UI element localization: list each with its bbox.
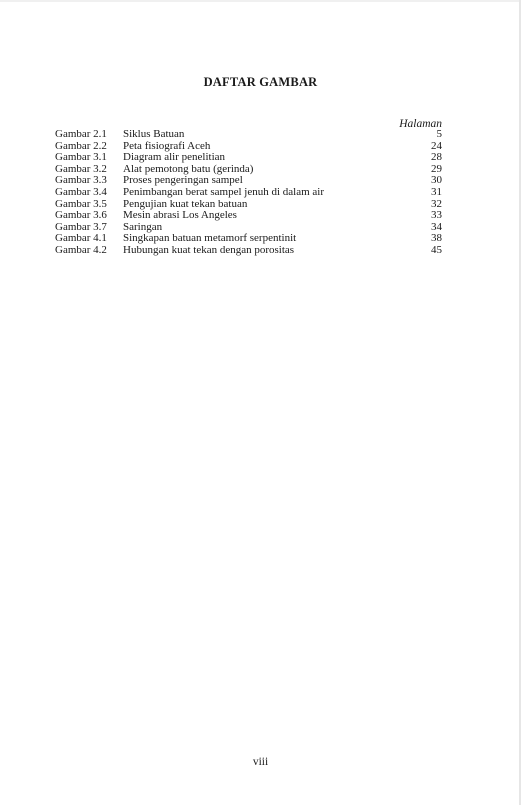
figure-label: Gambar 4.2 [55,243,107,256]
figure-caption: Siklus Batuan [123,128,185,140]
figure-label: Gambar 2.2 [55,139,107,152]
list-item [55,187,442,199]
figure-page-number: 34 [431,220,442,233]
figure-label: Gambar 3.4 [55,185,107,198]
figure-caption: Mesin abrasi Los Angeles [123,209,237,222]
figure-caption: Pengujian kuat tekan batuan [123,197,248,210]
figure-caption: Singkapan batuan metamorf serpentinit [123,232,297,245]
figure-page-number: 45 [431,243,442,256]
figure-list [55,129,442,257]
figure-label: Gambar 3.1 [55,151,107,164]
figure-label: Gambar 3.2 [55,162,107,175]
figure-label: Gambar 2.1 [55,128,107,140]
figure-label: Gambar 3.7 [55,220,107,233]
figure-caption: Proses pengeringan sampel [123,174,243,187]
figure-page-number: 30 [431,174,442,187]
figure-caption: Peta fisiografi Aceh [123,139,211,152]
figure-caption: Saringan [123,220,163,233]
list-item [55,129,442,141]
figure-page-number: 38 [431,232,442,245]
figure-caption: Penimbangan berat sampel jenuh di dalam air [123,185,324,198]
page-title: DAFTAR GAMBAR [203,75,318,89]
figure-page-number: 28 [431,151,442,164]
page-edge-top [0,0,521,2]
figure-page-number: 32 [431,197,442,210]
page-number: viii [252,756,269,768]
figure-caption: Alat pemotong batu (gerinda) [123,162,254,175]
figure-caption: Hubungan kuat tekan dengan porositas [123,243,295,256]
list-item [55,141,442,153]
figure-label: Gambar 3.5 [55,197,107,210]
list-item [55,164,442,176]
figure-caption: Diagram alir penelitian [123,151,226,164]
list-item [55,210,442,222]
figure-page-number: 29 [431,162,442,175]
list-item [55,199,442,211]
figure-label: Gambar 3.6 [55,209,107,222]
list-item [55,245,442,257]
figure-page-number: 24 [431,139,442,152]
figure-page-number: 5 [436,128,442,140]
figure-page-number: 31 [431,185,442,198]
figure-label: Gambar 3.3 [55,174,107,187]
page-column-header: Halaman [399,118,442,130]
figure-page-number: 33 [431,209,442,222]
figure-label: Gambar 4.1 [55,232,107,245]
